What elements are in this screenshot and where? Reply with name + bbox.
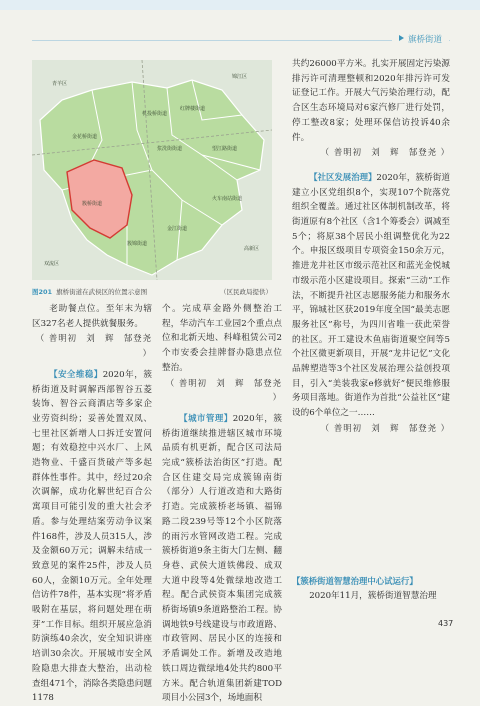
paragraph: 共约26000平方米。扎实开展固定污染源排污许可清理整顿和2020年排污许可发证登记工作。开展大气污染治理行动，配合区生态环境局对6家汽修厂进行处罚，停工整改8家；处理环保信访投诉40余件。 <box>292 59 450 143</box>
paragraph-body: 2020年，簇桥街道及时调解西部智谷五菱装饰、智谷云商酒店等多家企业劳资纠纷；妥善处置双凤、七里社区新增人口拆迁安置问题；有效稳控中兴水厂、上风造物业、千盛百货破产等多起群体性事件。其中，经过20余次调解，成功化解世纪百合公寓项目可能引发的重大社会矛盾。参与处理结案劳动争议案件168件，涉及人员315人，涉及金额60万元；调解未结成一致意见的案件25件，涉及人员60人，金额10万元。全年处理信访件78件，基本实现“将矛盾吸附在基层，将问题处理在萌芽”工作目标。组织开展应急消防演练40余次，安全知识讲座培训30余次。开展城市安全风险隐患大排查大整治，出动检查组471个，消除各类隐患问题1178 <box>32 369 153 704</box>
signature: （ 普明初 刘 辉 郜登尧 ） <box>165 377 282 403</box>
header-rule <box>32 40 450 41</box>
signature: （ 普明初 刘 辉 郜登尧 ） <box>320 422 450 433</box>
section-label-text: 旗桥街道 <box>408 35 443 45</box>
column-2 <box>162 302 282 706</box>
district-map-svg <box>32 60 272 280</box>
right-column <box>292 57 450 436</box>
map-caption <box>32 287 272 296</box>
bottom-right-column <box>292 574 450 603</box>
paragraph <box>32 367 152 706</box>
paragraph: 老助餐点位。至年末为辖区327名老人提供就餐服务。 <box>32 304 152 329</box>
section-heading: 【城市管理】 <box>179 412 233 423</box>
label-jiangxi: 浆洗街街道 <box>157 146 183 152</box>
section-heading: 【社区发展治理】 <box>309 171 377 182</box>
label-jinhua: 金江街道 <box>167 226 188 232</box>
paragraph-body: 2020年，簇桥街道建立小区党组织8个，实现107个院落党组织全覆盖。通过社区体制机制改革，将街道原有8个社区（含1个筹委会）调减至5个；将原38个居民小组调整优化为22个。申报区级项目专项资金150余万元，推进龙井社区市级示范社区和蓝光金悦城市级示范小区建设项目。探索“三动”工作法，不断提升社区志愿服务能力和服务水平，锦城社区获2019年度全国“最美志愿服务社区”称号，为四川省唯一获此荣誉的社区。开工建设木鱼庙街道聚空间等5个社区微更新项目，开展“龙井记忆”文化品牌塑造等3个社区发展治理公益创投项目，引入“美装我家e修就好”便民维修服务项目落地。街道作为首批“公益社区”建设的6个单位之一…… <box>292 172 451 419</box>
label-jiyuan: 机投桥街道 <box>142 111 168 117</box>
label-xingfu: 锦江区 <box>232 74 248 80</box>
label-wangjiang: 望江路街道 <box>212 146 238 152</box>
paragraph: 2020年11月，簇桥街道智慧治理 <box>309 590 437 601</box>
label-zhimin: 簇锦街道 <box>127 241 148 247</box>
header-bar <box>0 0 480 10</box>
label-hongpailou: 红牌楼街道 <box>180 106 206 112</box>
section-heading: 【安全维稳】 <box>49 368 103 379</box>
label-qiqiao: 簇桥街道 <box>82 201 103 207</box>
page-number: 437 <box>438 619 454 628</box>
signature: （ 普明初 刘 辉 郜登尧 ） <box>35 333 152 359</box>
caption-text: 旗桥街道在武侯区的位置示意图 <box>56 288 148 296</box>
label-shuangliu: 双流区 <box>44 261 60 267</box>
paragraph <box>292 170 450 421</box>
paragraph-body: 2020年，簇桥街道继续推进辖区城市环境品质有机更新，配合区司法局完成“簇桥法治街区”打造。配合区住建交局完成簇锦南街（部分）人行道改造和大路街打造。完成簇桥老场镇、福锦路二段239号等12个小区院落的雨污水管网改造工程。完成簇桥街道9条主街大门左侧、翻身巷、武侯大道铁佛段、成双大道中段等4处微绿地改造工程。配合武侯资本集团完成簇桥街场镇9条道路整治工程。协调地铁9号线建设与市政道路、市政管网、居民小区的连接和矛盾调处工作。新增及改造地铁口周边微绿地4处共约800平方米。配合轨道集团新建TOD项目小公园3个，场地面积 <box>162 413 283 704</box>
triangle-icon <box>399 35 404 41</box>
paragraph: 个。完成草金路外侧整治工程，华动汽车工业园2个重点点位和北新天地、科峰租赁公司2个市安委会挂牌督办隐患点位整治。 <box>162 304 282 373</box>
column-1 <box>32 302 152 706</box>
label-qingyang: 青羊区 <box>52 81 68 87</box>
caption-number: 图201 <box>32 288 53 296</box>
section-heading: 【簇桥街道智慧治理中心试运行】 <box>292 576 418 586</box>
label-jingeng: 金花桥街道 <box>72 134 98 140</box>
label-huoyue: 火车南站街道 <box>212 196 243 202</box>
district-map <box>32 60 272 280</box>
caption-credit: （区民政局提供） <box>220 288 272 296</box>
section-label <box>392 32 449 48</box>
signature: （ 普明初 刘 辉 郜登尧 ） <box>320 147 450 158</box>
paragraph <box>162 411 282 706</box>
label-gaoxin: 高新区 <box>244 246 260 252</box>
